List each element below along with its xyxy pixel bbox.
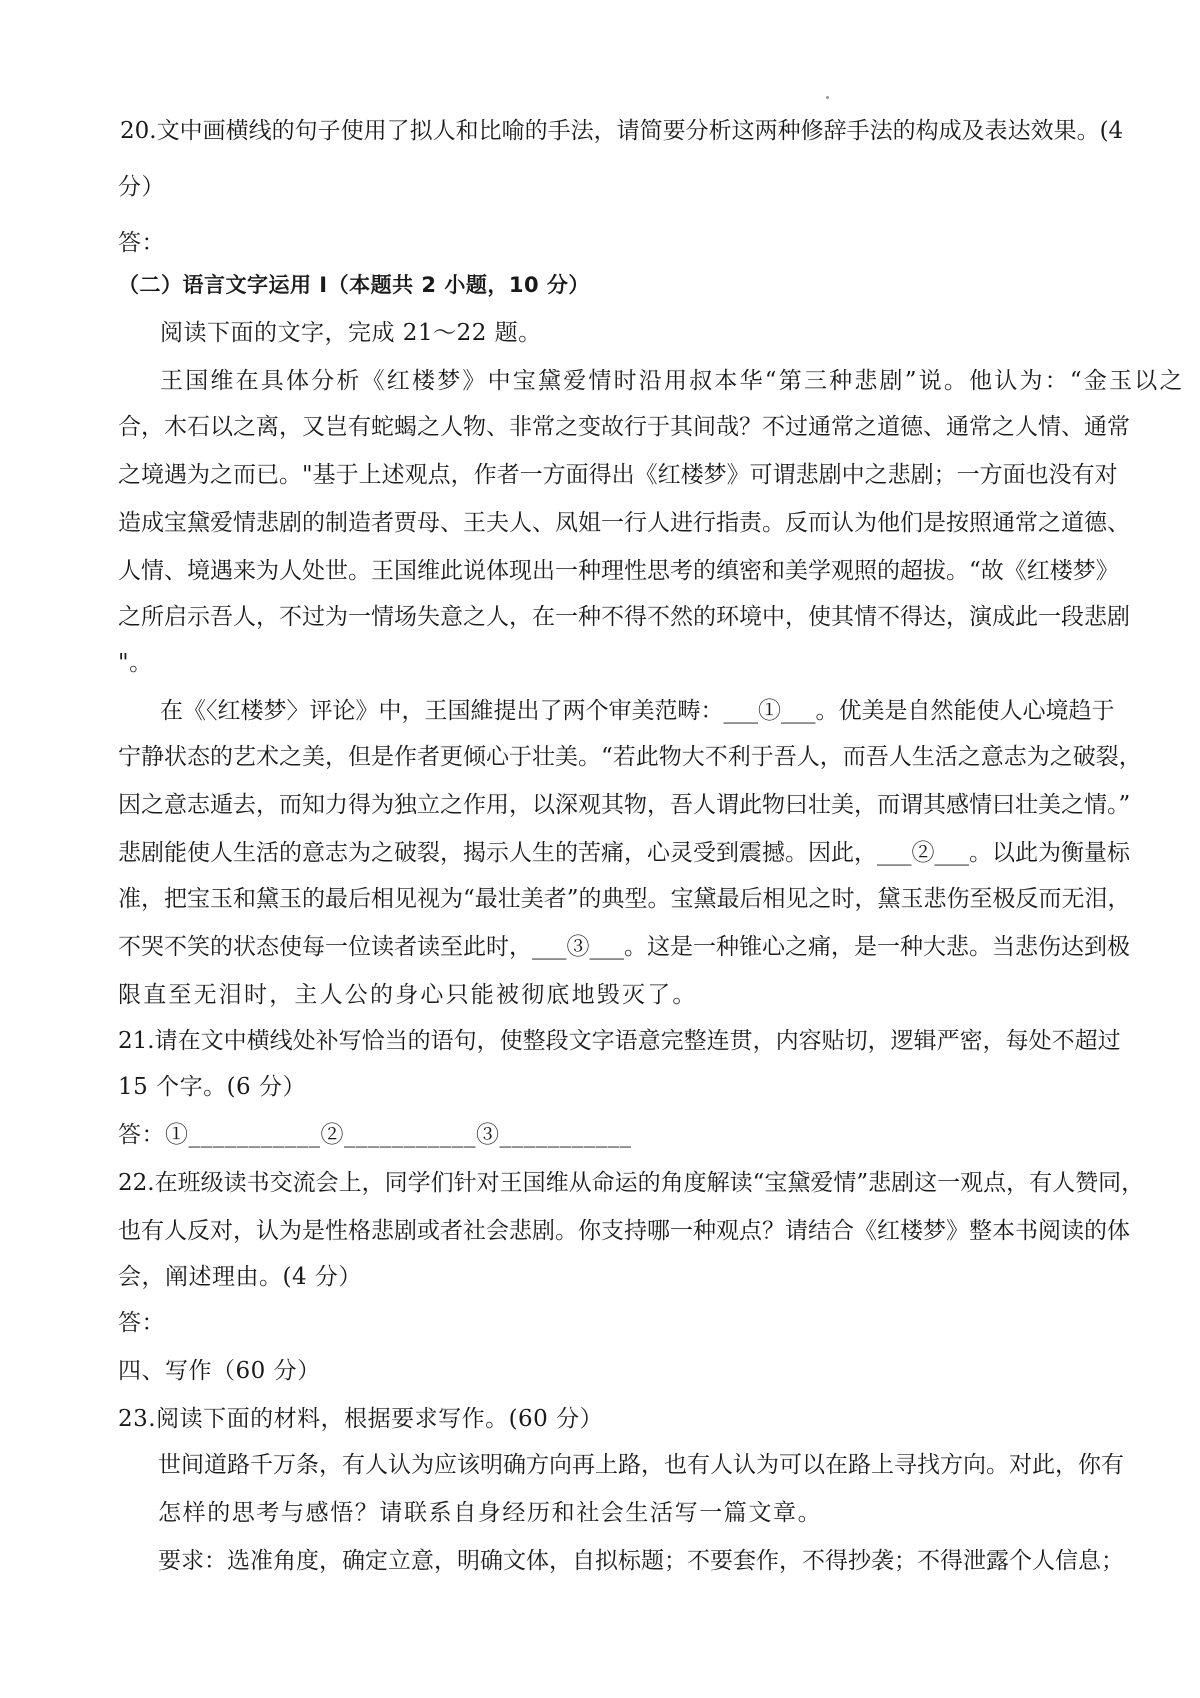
passage-para1-line4: 造成宝黛爱情悲剧的制造者贾母、王夫人、凤姐一行人进行指责。反而认为他们是按照通常之道德、 (118, 510, 1130, 536)
question-22-line1: 22.在班级读书交流会上，同学们针对王国维从命运的角度解读“宝黛爱情”悲剧这一观点，有人赞同， (118, 1170, 1145, 1196)
question-21-score: 15 个字。(6 分） (118, 1074, 306, 1100)
question-21-text: 21.请在文中横线处补写恰当的语句，使整段文字语意完整连贯，内容贴切，逻辑严密，每处不超过 (118, 1028, 1121, 1054)
reading-instruction: 阅读下面的文字，完成 21～22 题。 (160, 320, 542, 346)
material-line1: 世间道路千万条，有人认为应该明确方向再上路，也有人认为可以在路上寻找方向。对此，你有 (158, 1452, 1124, 1478)
passage-para2-line3: 因之意志遁去，而知力得为独立之作用，以深观其物，吾人谓此物曰壮美，而谓其感情曰壮美之情。” (118, 792, 1131, 818)
answer-label-20: 答： (118, 230, 165, 256)
passage-para1-line6: 之所启示吾人，不过为一情场失意之人，在一种不得不然的环境中，使其情不得达，演成此一段悲剧 (118, 604, 1130, 630)
question-23-text: 23.阅读下面的材料，根据要求写作。(60 分） (118, 1406, 604, 1432)
question-20-score: 分） (118, 174, 165, 200)
question-20-text: 20.文中画横线的句子使用了拟人和比喻的手法，请简要分析这两种修辞手法的构成及表达效果。(4 (120, 118, 1124, 144)
passage-para2-line4: 悲剧能使人生活的意志为之破裂，揭示人生的苦痛，心灵受到震撼。因此，___②___。以此为衡量标 (118, 840, 1130, 866)
passage-para1-line5: 人情、境遇来为人处世。王国维此说体现出一种理性思考的缜密和美学观照的超拔。“故《红楼梦》 (118, 558, 1119, 584)
scan-dot (826, 96, 829, 99)
material-line2: 怎样的思考与感悟？请联系自身经历和社会生活写一篇文章。 (158, 1500, 823, 1526)
passage-para2-line7: 限直至无泪时，主人公的身心只能被彻底地毁灭了。 (118, 982, 698, 1008)
section-heading-language: （二）语言文字运用 I（本题共 2 小题，10 分） (118, 273, 590, 297)
passage-para1-line2: 合，木石以之离，又岂有蛇蝎之人物、非常之变故行于其间哉？不过通常之道德、通常之人情、通常 (118, 414, 1130, 440)
section-heading-writing: 四、写作（60 分） (118, 1358, 321, 1384)
question-22-line2: 也有人反对，认为是性格悲剧或者社会悲剧。你支持哪一种观点？请结合《红楼梦》整本书阅读的体 (118, 1218, 1130, 1244)
requirements-line1: 要求：选准角度，确定立意，明确文体，自拟标题；不要套作，不得抄袭；不得泄露个人信息； (158, 1548, 1124, 1574)
passage-para2-line5: 准，把宝玉和黛玉的最后相见视为“最壮美者”的典型。宝黛最后相见之时，黛玉悲伤至极反而无泪， (118, 886, 1131, 912)
passage-para2-line2: 宁静状态的艺术之美，但是作者更倾心于壮美。“若此物大不利于吾人，而吾人生活之意志为之破裂， (118, 744, 1142, 770)
answer-label-22: 答： (118, 1310, 165, 1336)
passage-para1-line3: 之境遇为之而已。"基于上述观点，作者一方面得出《红楼梦》可谓悲剧中之悲剧；一方面也没有对 (118, 462, 1118, 488)
passage-para1-line7: "。 (118, 650, 153, 676)
question-22-line3: 会，阐述理由。(4 分） (118, 1264, 362, 1290)
passage-para2-line1: 在《〈红楼梦〉评论》中，王国維提出了两个审美范畴：___①___。优美是自然能使人心境趋于 (160, 698, 1115, 724)
passage-para2-line6: 不哭不笑的状态使每一位读者读至此时，___③___。这是一种锥心之痛，是一种大悲。当悲伤达到极 (118, 934, 1130, 960)
answer-blanks-21: 答：①___________②___________③___________ (118, 1122, 632, 1148)
passage-para1-line1: 王国维在具体分析《红楼梦》中宝黛爱情时沿用叔本华“第三种悲剧”说。他认为：“金玉以之 (160, 368, 1185, 394)
